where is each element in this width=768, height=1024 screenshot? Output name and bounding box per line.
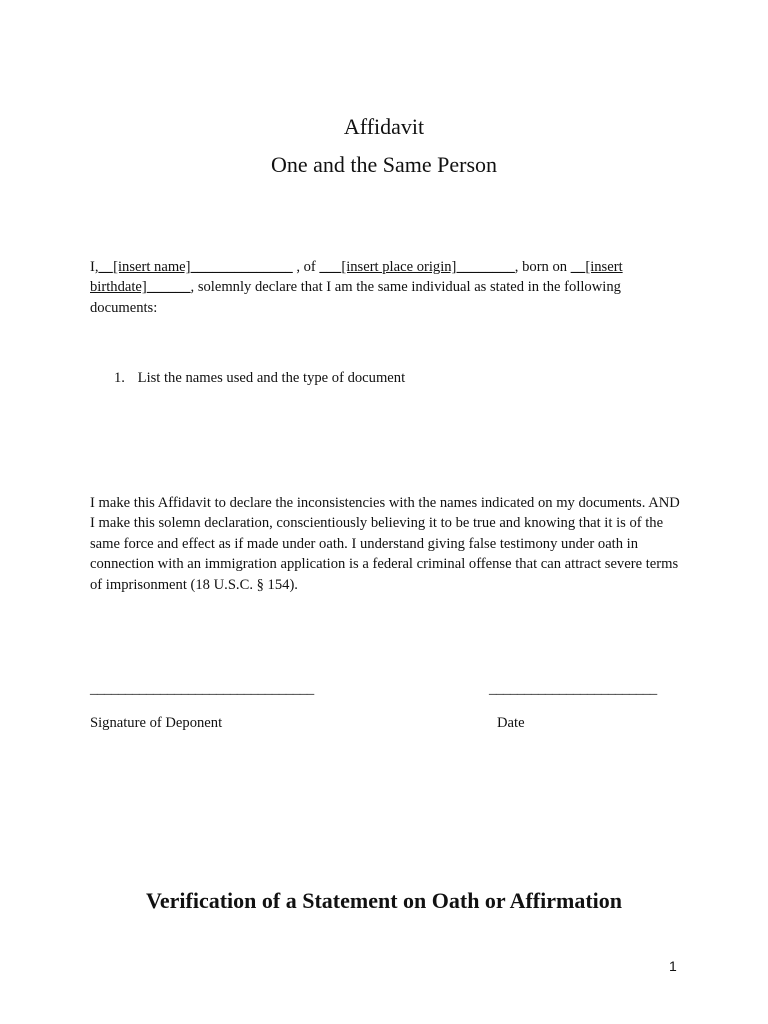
signature-label: Signature of Deponent [90, 715, 223, 731]
intro-rest: , solemnly declare that I am the same individual as stated in the following documents: [90, 279, 621, 316]
list-item-number: 1. [114, 370, 125, 386]
born-text: , born on [514, 259, 571, 275]
date-line: ________________________ [489, 681, 657, 697]
date-label: Date [497, 715, 525, 731]
place-origin-field: ___[insert place origin]________ [319, 259, 515, 275]
list-item-text: List the names used and the type of document [137, 370, 406, 386]
document-title: Affidavit [343, 114, 425, 139]
declaration-paragraph: I make this Affidavit to declare the inconsistencies with the names indicated on my documents. AND I make this solemn declaration, conscientiously believing it to be true and knowing that it is of the same force and effect as if made under oath. I understand giving false testimony under oath in connection with an immigration application is a federal criminal offense that can attract severe terms of imprisonment (18 U.S.C. § 154). [90, 495, 680, 593]
intro-paragraph [90, 257, 680, 318]
document-subtitle: One and the Same Person [270, 152, 498, 177]
intro-prefix: I, [90, 259, 99, 275]
verification-heading: Verification of a Statement on Oath or Affirmation [146, 888, 622, 913]
document-list-item [114, 368, 405, 388]
signature-line: ________________________________ [90, 681, 314, 697]
of-text: , of [292, 259, 320, 275]
page-number: 1 [669, 958, 677, 974]
birthdate-field-start: __[insert [570, 259, 623, 275]
name-field: __[insert name]______________ [98, 259, 293, 275]
birthdate-field-end: birthdate]______ [90, 279, 191, 296]
